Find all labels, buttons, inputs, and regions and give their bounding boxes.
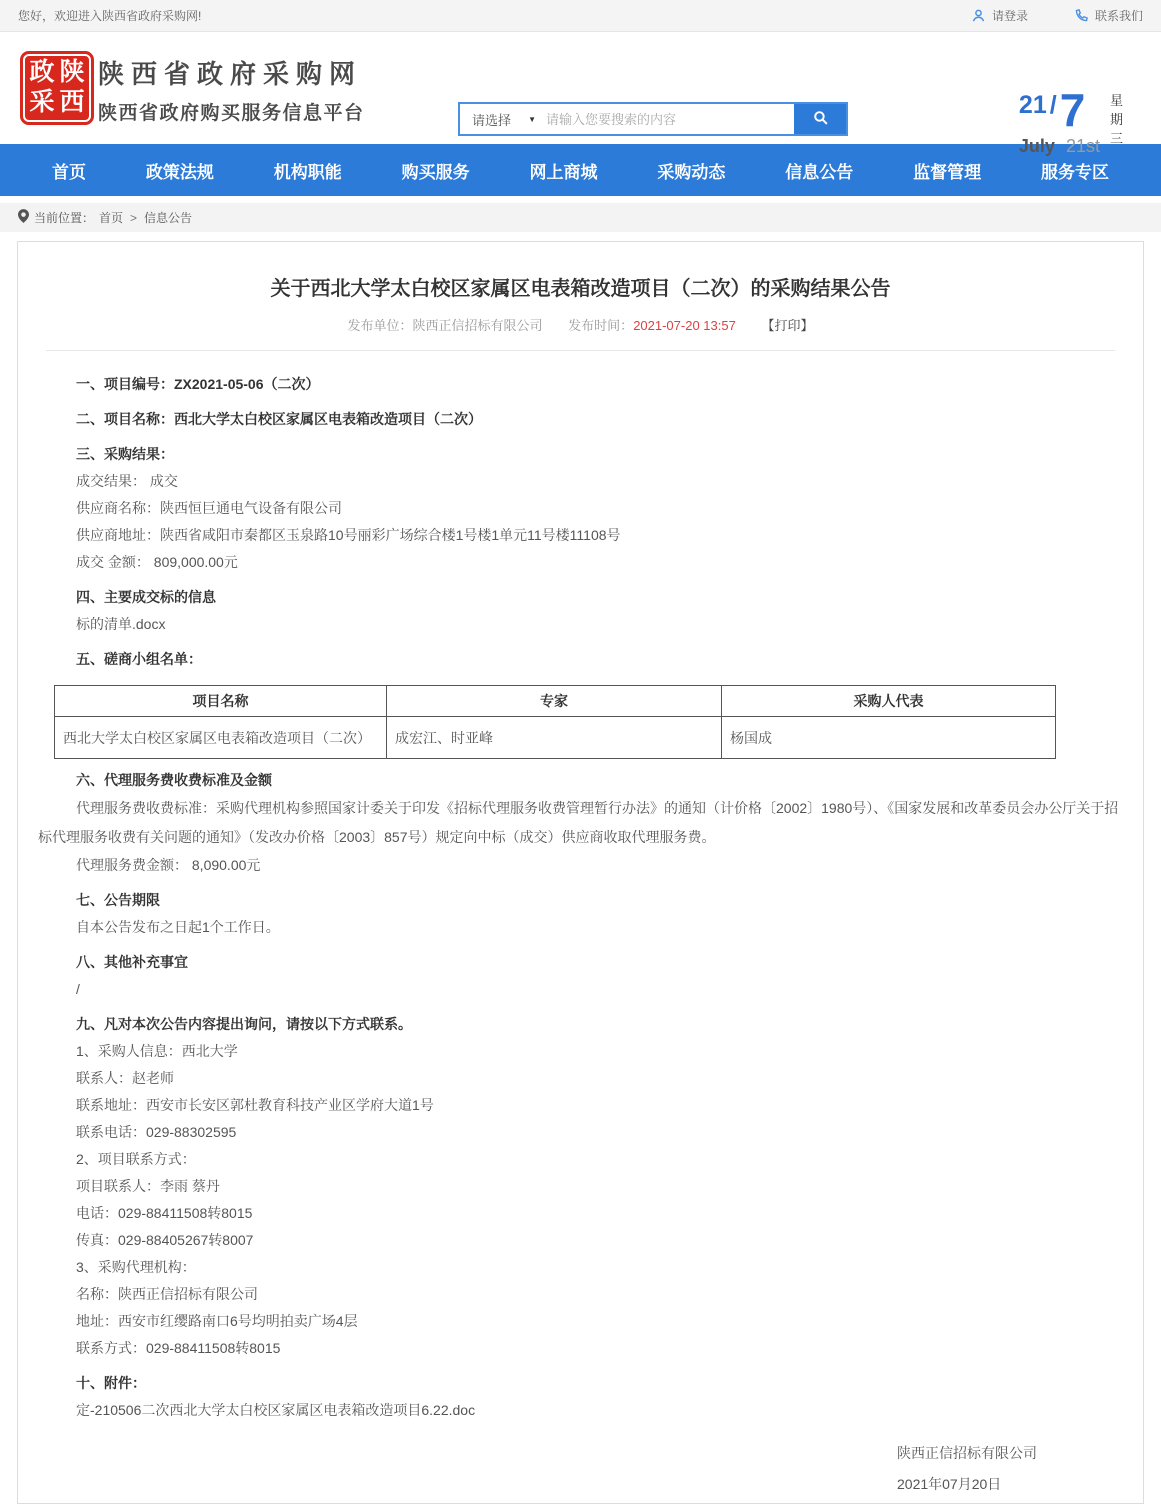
login-link[interactable] (971, 7, 1028, 24)
breadcrumb-separator: > (130, 210, 138, 225)
project-phone-line: 电话：029-88411508转8015 (76, 1205, 253, 1221)
signature-date: 2021年07月20日 (897, 1476, 1002, 1492)
agency-fee-amount-line: 代理服务费金额： 8,090.00元 (76, 857, 261, 873)
welcome-text: 您好，欢迎进入陕西省政府采购网! (18, 9, 202, 23)
section-3-heading: 三、采购结果： (76, 446, 174, 462)
publish-time-value: 2021-07-20 13:57 (633, 318, 736, 333)
subject-list-attachment[interactable]: 标的清单.docx (76, 616, 166, 632)
purchaser-address-line: 联系地址：西安市长安区郭杜教育科技产业区学府大道1号 (76, 1097, 434, 1113)
date-separator: / (1049, 91, 1057, 119)
user-icon (971, 8, 986, 23)
nav-item-announcements[interactable]: 信息公告 (785, 162, 854, 182)
breadcrumb-home-link[interactable]: 首页 (99, 211, 124, 225)
search-select-label: 请选择 (472, 112, 512, 128)
section-10-heading: 十、附件： (76, 1375, 146, 1391)
agency-phone-line: 联系方式：029-88411508转8015 (76, 1340, 281, 1356)
nav-item-procurement-news[interactable]: 采购动态 (657, 162, 726, 182)
announcement-period-line: 自本公告发布之日起1个工作日。 (76, 919, 280, 935)
supplier-name-line: 供应商名称：陕西恒巨通电气设备有限公司 (76, 500, 342, 516)
other-matters-line: / (76, 981, 80, 997)
announcement-meta (18, 315, 1143, 334)
agency-address-line: 地址：西安市红缨路南口6号均明拍卖广场4层 (76, 1313, 358, 1329)
contact-link[interactable] (1074, 7, 1143, 24)
table-cell-project-name: 西北大学太白校区家属区电表箱改造项目（二次） (55, 717, 387, 759)
nav-item-service-zone[interactable]: 服务专区 (1041, 162, 1109, 182)
nav-item-policies[interactable]: 政策法规 (145, 162, 214, 182)
date-month-en: July (1018, 136, 1055, 156)
table-cell-experts: 成宏江、时亚峰 (387, 717, 722, 759)
section-9-heading: 九、凡对本次公告内容提出询问，请按以下方式联系。 (76, 1016, 412, 1032)
attachment-file-link[interactable]: 定-210506二次西北大学太白校区家属区电表箱改造项目6.22.doc (76, 1402, 476, 1418)
search-bar (458, 102, 848, 136)
date-day: 21 (1018, 91, 1047, 119)
publish-time-label: 发布时间： (568, 318, 634, 333)
site-title: 陕西省政府采购网 (98, 59, 363, 89)
site-header (0, 32, 1161, 156)
signature-block (897, 1438, 1037, 1500)
section-5-heading: 五、磋商小组名单： (76, 651, 202, 667)
main-nav (0, 144, 1161, 196)
date-day-ordinal: 21st (1065, 136, 1100, 156)
phone-icon (1074, 8, 1089, 23)
announcement-body (18, 351, 1143, 1500)
supplier-address-line: 供应商地址：陕西省咸阳市秦都区玉泉路10号丽彩广场综合楼1号楼1单元11号楼11108号 (76, 527, 621, 543)
search-icon (812, 109, 829, 129)
signature-company: 陕西正信招标有限公司 (897, 1445, 1037, 1461)
site-logo[interactable] (20, 51, 94, 125)
nav-item-home[interactable]: 首页 (52, 162, 86, 182)
chevron-down-icon: ▼ (528, 114, 536, 124)
top-bar (0, 0, 1161, 32)
purchaser-phone-line: 联系电话：029-88302595 (76, 1124, 237, 1140)
table-row (55, 717, 1056, 759)
section-6-heading: 六、代理服务费收费标准及金额 (76, 772, 272, 788)
publisher-label: 发布单位： (347, 318, 413, 333)
logo-char: 政 (29, 59, 55, 86)
section-2-heading: 二、项目名称：西北大学太白校区家属区电表箱改造项目（二次） (76, 411, 482, 427)
announcement-title: 关于西北大学太白校区家属区电表箱改造项目（二次）的采购结果公告 (270, 278, 891, 300)
publisher-value: 陕西正信招标有限公司 (412, 318, 543, 333)
location-pin-icon (18, 209, 29, 226)
project-contact-heading-line: 2、项目联系方式： (76, 1151, 196, 1167)
content-panel (17, 241, 1144, 1504)
print-button[interactable]: 【打印】 (761, 318, 814, 333)
login-label: 请登录 (991, 9, 1028, 23)
nav-item-functions[interactable]: 机构职能 (273, 162, 342, 182)
date-weekday: 星期三 (1110, 93, 1124, 146)
date-widget (1018, 84, 1125, 157)
table-header-experts: 专家 (387, 686, 722, 717)
nav-item-purchase-service[interactable]: 购买服务 (401, 162, 470, 182)
breadcrumb-prefix: 当前位置： (34, 211, 95, 225)
purchaser-contact-line: 联系人：赵老师 (76, 1070, 174, 1086)
contact-label: 联系我们 (1094, 9, 1143, 23)
breadcrumb-current-link[interactable]: 信息公告 (144, 211, 193, 225)
table-cell-purchaser-rep: 杨国成 (722, 717, 1056, 759)
agency-name-line: 名称：陕西正信招标有限公司 (76, 1286, 258, 1302)
section-4-heading: 四、主要成交标的信息 (76, 589, 216, 605)
deal-result-line: 成交结果： 成交 (76, 473, 178, 489)
nav-item-supervision[interactable]: 监督管理 (913, 162, 982, 182)
logo-char: 西 (59, 89, 85, 116)
nav-item-online-mall[interactable]: 网上商城 (529, 162, 598, 182)
search-input[interactable] (546, 104, 794, 134)
date-month-num: 7 (1059, 84, 1086, 136)
section-1-heading: 一、项目编号：ZX2021-05-06（二次） (76, 376, 320, 392)
search-category-select[interactable] (460, 104, 546, 134)
purchaser-info-line: 1、采购人信息：西北大学 (76, 1043, 238, 1059)
project-fax-line: 传真：029-88405267转8007 (76, 1232, 254, 1248)
section-8-heading: 八、其他补充事宜 (76, 954, 188, 970)
logo-char: 采 (29, 89, 55, 116)
search-button[interactable] (794, 104, 846, 134)
table-header-project-name: 项目名称 (55, 686, 387, 717)
agency-heading-line: 3、采购代理机构： (76, 1259, 196, 1275)
section-7-heading: 七、公告期限 (76, 892, 160, 908)
deal-amount-line: 成交 金额： 809,000.00元 (76, 554, 238, 570)
agency-fee-standard-line: 代理服务费收费标准：采购代理机构参照国家计委关于印发《招标代理服务收费管理暂行办法》的通知（计价格〔2002〕1980号）、《国家发展和改革委员会办公厅关于招标代理服务收费有关问题的通知》（发改办价格〔2003〕857号）规定向中标（成交）供应商收取代理服务费。 (38, 800, 1119, 845)
negotiation-group-table (54, 685, 1056, 759)
table-header-purchaser-rep: 采购人代表 (722, 686, 1056, 717)
site-subtitle: 陕西省政府购买服务信息平台 (98, 103, 365, 124)
breadcrumb (0, 203, 1161, 232)
project-contact-line: 项目联系人：李雨 蔡丹 (76, 1178, 220, 1194)
logo-char: 陕 (59, 59, 85, 86)
